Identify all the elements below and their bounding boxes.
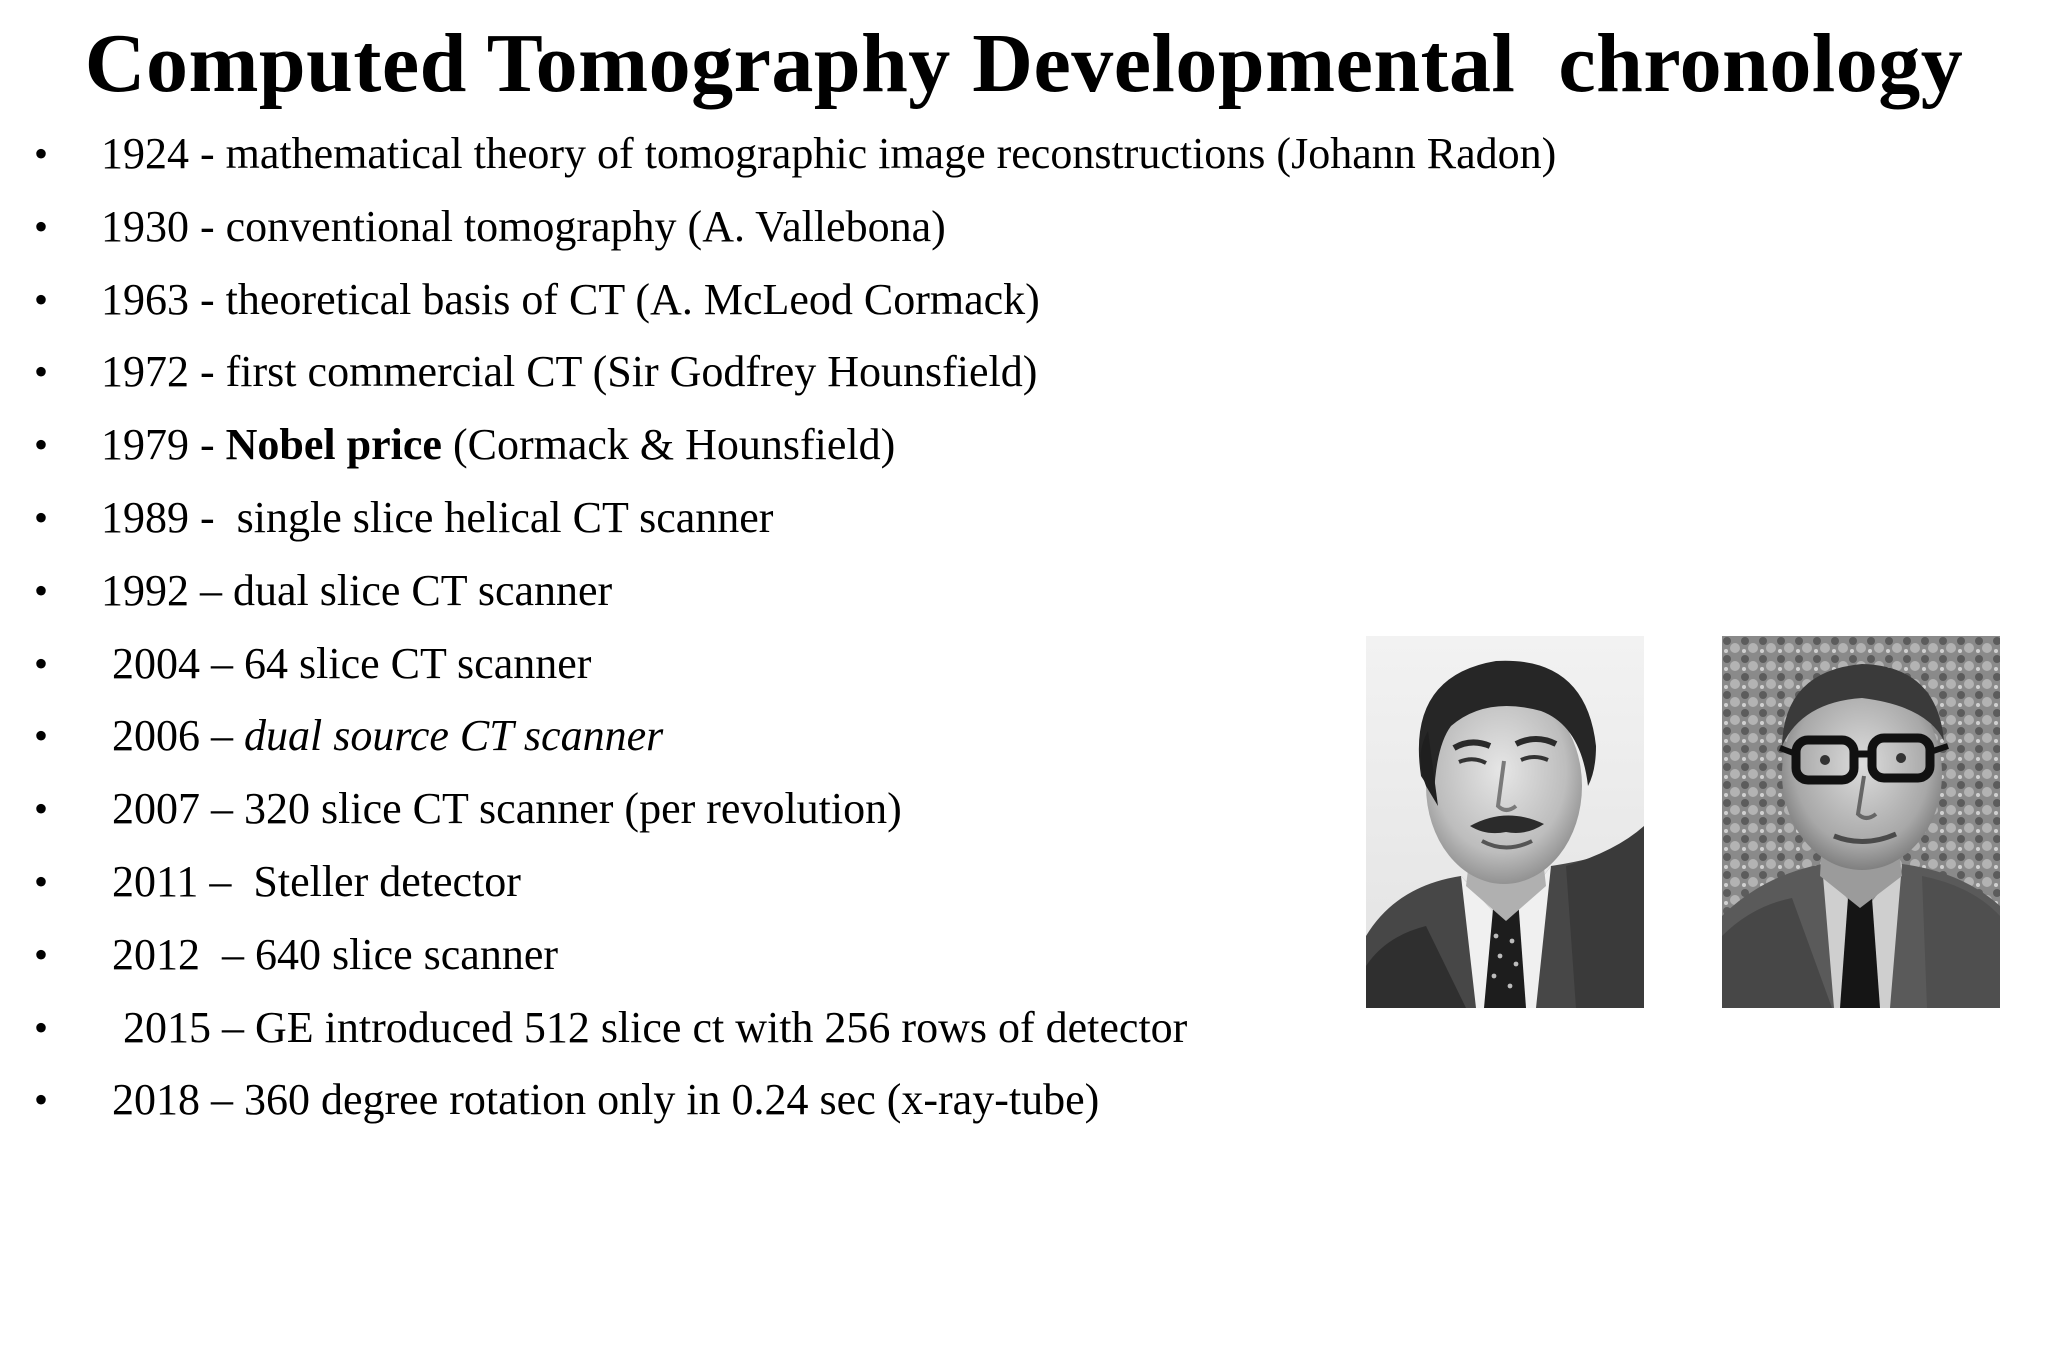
list-item <box>0 700 664 773</box>
portrait-image <box>1366 636 1644 1008</box>
item-text: 2007 – 320 slice CT scanner (per revolution) <box>101 784 902 834</box>
bullet-icon: • <box>34 713 49 759</box>
list-item <box>0 264 1040 337</box>
item-text: 1992 – dual slice CT scanner <box>101 565 613 615</box>
item-description: single slice helical CT scanner <box>236 492 774 542</box>
item-description: 640 slice scanner <box>255 929 558 979</box>
item-text: 1989 - single slice helical CT scanner <box>101 492 774 542</box>
item-description: 320 slice CT scanner (per revolution) <box>244 784 902 834</box>
item-year: 2006 <box>101 711 200 761</box>
item-description: dual slice CT scanner <box>233 565 613 615</box>
bullet-icon: • <box>34 640 49 686</box>
item-year: 1924 <box>101 129 189 178</box>
list-item <box>0 992 1188 1065</box>
item-description: theoretical basis of CT (A. McLeod Cormack) <box>225 274 1040 324</box>
portrait-photo-hounsfield <box>1722 636 2000 1008</box>
portrait-image <box>1722 636 2000 1008</box>
item-text: 1930 - conventional tomography (A. Vallebona) <box>101 201 946 251</box>
item-year: 1992 <box>101 565 189 615</box>
item-text: 2015 – GE introduced 512 slice ct with 256 rows of detector <box>101 1002 1188 1052</box>
list-item <box>0 409 896 482</box>
item-description: (Cormack & Hounsfield) <box>441 420 896 470</box>
bullet-icon: • <box>34 858 49 904</box>
list-item <box>0 1064 1100 1137</box>
item-year: 2007 <box>101 784 200 834</box>
item-year: 1979 <box>101 420 189 470</box>
timeline-list <box>0 118 1557 1137</box>
item-text: 1972 - first commercial CT (Sir Godfrey Hounsfield) <box>101 347 1038 397</box>
portrait-photo-cormack <box>1366 636 1644 1008</box>
item-year: 2011 <box>101 856 199 906</box>
item-text: 1924 - mathematical theory of tomographic image reconstructions (Johann Radon) <box>101 129 1557 178</box>
item-description: dual source CT scanner <box>244 711 664 761</box>
item-text: 2012 – 640 slice scanner <box>101 929 558 979</box>
item-description: 360 degree rotation only in 0.24 sec (x-ray-tube) <box>244 1075 1100 1125</box>
list-item <box>0 555 613 628</box>
item-text: 1963 - theoretical basis of CT (A. McLeod Cormack) <box>101 274 1040 324</box>
item-description: first commercial CT (Sir Godfrey Hounsfield) <box>225 347 1038 397</box>
list-item <box>0 628 592 701</box>
bullet-icon: • <box>34 276 49 322</box>
list-item <box>0 191 946 264</box>
item-text: 2018 – 360 degree rotation only in 0.24 sec (x-ray-tube) <box>101 1075 1100 1125</box>
slide-title: Computed Tomography Developmental chronology <box>84 17 1964 110</box>
bullet-icon: • <box>34 786 49 832</box>
bullet-icon: • <box>34 1077 49 1123</box>
item-year: 1963 <box>101 274 189 324</box>
list-item <box>0 336 1038 409</box>
list-item <box>0 773 902 846</box>
bullet-icon: • <box>34 567 49 613</box>
item-year: 2018 <box>101 1075 200 1125</box>
item-description: 64 slice CT scanner <box>244 638 592 688</box>
item-year: 1972 <box>101 347 189 397</box>
bullet-icon: • <box>34 131 49 176</box>
bullet-icon: • <box>34 422 49 468</box>
item-emphasis: Nobel price <box>225 420 442 470</box>
bullet-icon: • <box>34 494 49 540</box>
item-description: GE introduced 512 slice ct with 256 rows of detector <box>255 1002 1188 1052</box>
item-year: 1989 <box>101 492 189 542</box>
item-description: Steller detector <box>253 856 521 906</box>
bullet-icon: • <box>34 1004 49 1050</box>
bullet-icon: • <box>34 931 49 977</box>
item-text: 2006 – dual source CT scanner <box>101 711 664 761</box>
item-text: 2004 – 64 slice CT scanner <box>101 638 592 688</box>
item-year: 2012 <box>101 929 200 979</box>
bullet-icon: • <box>34 349 49 395</box>
list-item <box>0 118 1557 191</box>
item-description: conventional tomography (A. Vallebona) <box>225 201 946 251</box>
list-item <box>0 919 558 992</box>
list-item <box>0 482 774 555</box>
item-year: 1930 <box>101 201 189 251</box>
item-year: 2015 <box>101 1002 211 1052</box>
item-year: 2004 <box>101 638 200 688</box>
item-text: 2011 – Steller detector <box>101 856 521 906</box>
item-text: 1979 - Nobel price (Cormack & Hounsfield) <box>101 420 896 470</box>
item-description: mathematical theory of tomographic image reconstructions (Johann Radon) <box>225 129 1557 178</box>
list-item <box>0 846 521 919</box>
bullet-icon: • <box>34 203 49 249</box>
